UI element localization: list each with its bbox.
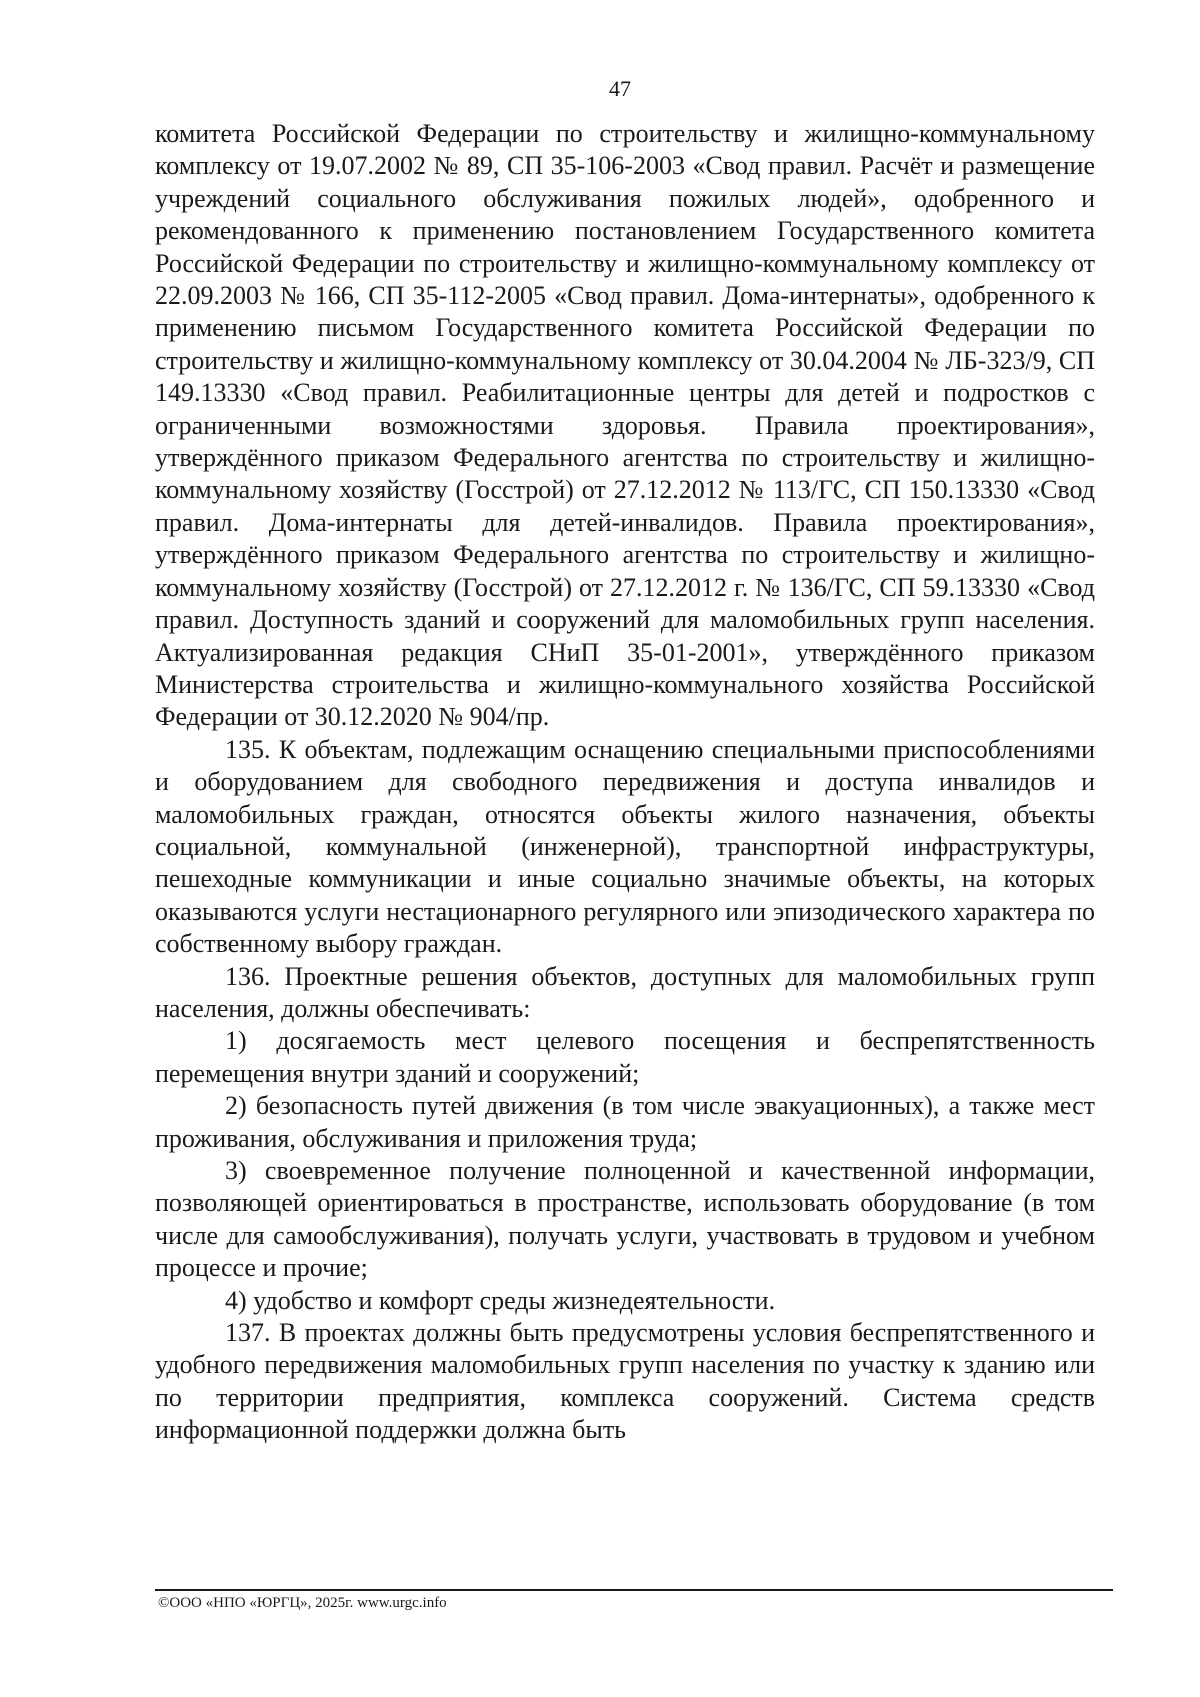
paragraph-135: 135. К объектам, подлежащим оснащению специальными приспособлениями и оборудованием для свободного передвижения и доступа инвалидов и маломобильных граждан, относятся объекты жилого назначения, объекты социальной, коммунальной (инженерной), транспортной инфраструктуры, пешеходные коммуникации и иные социально значимые объекты, на которых оказываются услуги нестационарного регулярного или эпизодического характера по собственному выбору граждан. [155,734,1095,959]
paragraph-136: 136. Проектные решения объектов, доступных для маломобильных групп населения, должны обеспечивать: [155,961,1095,1023]
footer-copyright: ©ООО «НПО «ЮРГЦ», 2025г. www.urgc.info [158,1595,447,1611]
paragraph-regulations-list: комитета Российской Федерации по строительству и жилищно-коммунальному комплексу от 19.07.2002 № 89, СП 35-106-2003 «Свод правил. Расчёт и размещение учреждений социального обслуживания пожилых людей», одобренного и рекомендованного к применению постановлением Государственного комитета Российской Федерации по строительству и жилищно-коммунальному комплексу от 22.09.2003 № 166, СП 35-112-2005 «Свод правил. Дома-интернаты», одобренного к применению письмом Государственного комитета Российской Федерации по строительству и жилищно-коммунальному комплексу от 30.04.2004 № ЛБ-323/9, СП 149.13330 «Свод правил. Реабилитационные центры для детей и подростков с ограниченными возможностями здоровья. Правила проектирования», утверждённого приказом Федерального агентства по строительству и жилищно-коммунальному хозяйству (Госстрой) от 27.12.2012 № 113/ГС, СП 150.13330 «Свод правил. Дома-интернаты для детей-инвалидов. Правила проектирования», утверждённого приказом Федерального агентства по строительству и жилищно-коммунальному хозяйству (Госстрой) от 27.12.2012 г. № 136/ГС, СП 59.13330 «Свод правил. Доступность зданий и сооружений для маломобильных групп населения. Актуализированная редакция СНиП 35-01-2001», утверждённого приказом Министерства строительства и жилищно-коммунального хозяйства Российской Федерации от 30.12.2020 № 904/пр. [155,119,1095,732]
page-number: 47 [609,76,631,101]
list-item-2: 2) безопасность путей движения (в том числе эвакуационных), а также мест проживания, обслуживания и приложения труда; [155,1091,1095,1153]
list-item-1: 1) досягаемость мест целевого посещения и беспрепятственность перемещения внутри зданий и сооружений; [155,1026,1095,1088]
list-item-4: 4) удобство и комфорт среды жизнедеятельности. [225,1285,776,1315]
document-body [155,118,1095,1447]
list-item-3: 3) своевременное получение полноценной и качественной информации, позволяющей ориентироваться в пространстве, использовать оборудование (в том числе для самообслуживания), получать услуги, участвовать в трудовом и учебном процессе и прочие; [155,1156,1095,1283]
footer-divider [155,1589,1113,1591]
paragraph-137: 137. В проектах должны быть предусмотрены условия беспрепятственного и удобного передвижения маломобильных групп населения по участку к зданию или по территории предприятия, комплекса сооружений. Система средств информационной поддержки должна быть [155,1318,1095,1445]
